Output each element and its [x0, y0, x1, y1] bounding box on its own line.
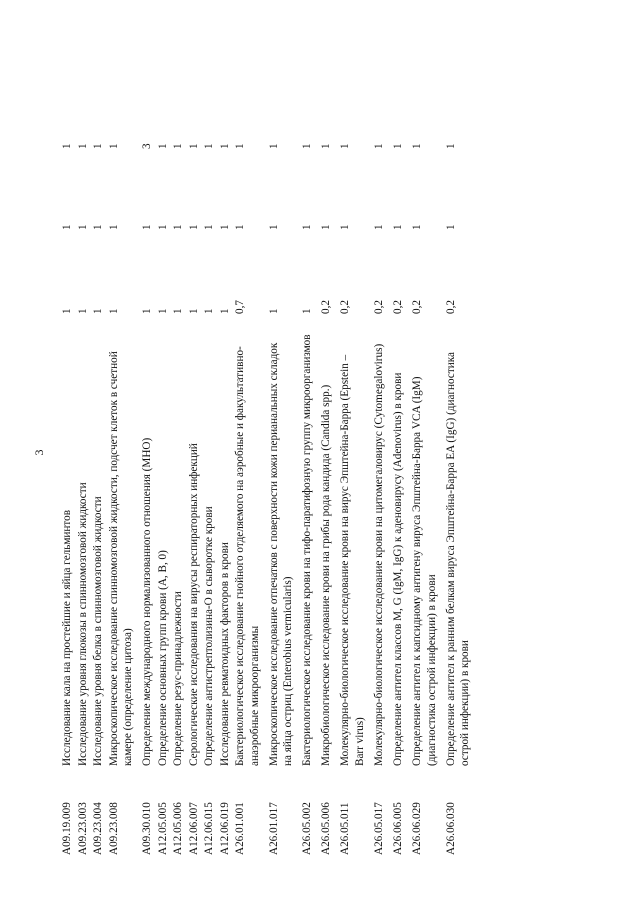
- service-name: Молекулярно-биологическое исследование крови на вирус Эпштейна-Барра (Epstein – Barr virus): [339, 354, 366, 766]
- table-row: [319, 55, 334, 855]
- service-code: A26.06.030: [444, 802, 457, 855]
- service-name: Определение резус-принадлежности: [172, 591, 185, 766]
- service-name: Исследование ревматоидных факторов в крови: [218, 542, 231, 766]
- table-row: [60, 55, 75, 855]
- value-column-3: 1: [444, 143, 457, 149]
- value-column-3: 1: [218, 143, 231, 149]
- value-column-1: 1: [203, 308, 216, 314]
- value-column-2: 1: [172, 224, 185, 230]
- value-column-2: 1: [267, 224, 280, 230]
- value-column-1: 1: [107, 308, 120, 314]
- table-row: [338, 55, 367, 855]
- value-column-2: 1: [411, 224, 424, 230]
- value-column-2: 1: [92, 224, 104, 230]
- value-column-1: 1: [301, 308, 314, 314]
- value-column-2: 1: [234, 224, 247, 230]
- value-column-1: 1: [61, 308, 73, 314]
- value-column-1: 0,2: [392, 300, 405, 314]
- table-row: [267, 55, 296, 855]
- value-column-1: 1: [267, 308, 280, 314]
- table-row: [76, 55, 91, 855]
- table-row: [233, 55, 262, 855]
- service-name: Молекулярно-биологическое исследование крови на цитомегаловирус (Cytomegalovirus): [373, 343, 386, 766]
- value-column-2: 1: [320, 224, 333, 230]
- table-row: [187, 55, 202, 855]
- value-column-1: 1: [156, 308, 169, 314]
- value-column-3: 1: [187, 143, 200, 149]
- value-column-2: 1: [373, 224, 386, 230]
- service-name: Определение антител классов M, G (IgM, IgG) к аденовирусу (Adenovirus) в крови: [392, 372, 405, 766]
- table-row: [156, 55, 171, 855]
- value-column-1: 0,2: [373, 300, 386, 314]
- service-code: A12.05.005: [156, 802, 169, 855]
- table-row: [300, 55, 315, 855]
- service-name: Исследование уровня глюкозы в спинномозговой жидкости: [76, 482, 89, 766]
- service-code: A26.05.006: [320, 802, 333, 855]
- value-column-1: 0,2: [339, 300, 352, 314]
- service-name: Определение антистрептолизина-O в сыворотке крови: [203, 506, 216, 766]
- value-column-2: 1: [444, 224, 457, 230]
- service-code: A26.06.005: [392, 802, 405, 855]
- service-code: A26.05.017: [373, 802, 386, 855]
- service-name: Определение основных групп крови (A, B, 0): [156, 550, 169, 766]
- table-row: [391, 55, 406, 855]
- value-column-3: 1: [156, 143, 169, 149]
- value-column-3: 1: [373, 143, 386, 149]
- value-column-3: 1: [107, 143, 120, 149]
- value-column-3: 1: [267, 143, 280, 149]
- service-code: A26.06.029: [411, 802, 424, 855]
- value-column-3: 1: [301, 143, 314, 149]
- service-name: Микроскопическое исследование спинномозговой жидкости, подсчет клеток в счетной камере (определение цитоза): [107, 351, 134, 766]
- value-column-1: 1: [76, 308, 89, 314]
- service-name: Определение антител к капсидному антигену вируса Эпштейна-Барра VCA (IgM) (диагностика острой инфекции) в крови: [411, 376, 438, 766]
- value-column-2: 1: [156, 224, 169, 230]
- value-column-2: 1: [218, 224, 231, 230]
- value-column-1: 1: [172, 308, 185, 314]
- value-column-2: 1: [339, 224, 352, 230]
- value-column-3: 1: [76, 143, 89, 149]
- value-column-3: 1: [203, 143, 216, 149]
- service-name: Микроскопическое исследование отпечатков с поверхности кожи перианальных складок на яйца остриц (Enterobius vermicularis): [267, 342, 295, 766]
- table-row: [218, 55, 233, 855]
- value-column-2: 1: [203, 224, 216, 230]
- service-code: A12.06.007: [187, 802, 200, 855]
- value-column-3: 1: [339, 143, 352, 149]
- table-row: [171, 55, 186, 855]
- services-table: [60, 55, 477, 855]
- value-column-3: 1: [320, 143, 333, 149]
- value-column-3: 1: [92, 143, 104, 149]
- table-row: [140, 55, 155, 855]
- service-name: Бактериологическое исследование гнойного отделяемого на аэробные и факультативно-анаэробные микроорганизмы: [234, 346, 261, 766]
- value-column-3: 1: [392, 143, 405, 149]
- service-code: A26.01.001: [234, 802, 247, 855]
- table-row: [202, 55, 217, 855]
- service-code: A12.06.019: [218, 802, 231, 855]
- service-code: A26.01.017: [267, 802, 280, 855]
- service-name: Определение антител к ранним белкам вируса Эпштейна-Барра EA (IgG) (диагностика острой инфекции) в крови: [444, 352, 472, 766]
- value-column-2: 1: [76, 224, 89, 230]
- value-column-2: 1: [301, 224, 314, 230]
- service-code: A26.05.002: [301, 802, 314, 855]
- value-column-1: 0,2: [444, 300, 457, 314]
- table-row: [444, 55, 473, 855]
- service-name: Определение международного нормализованного отношения (МНО): [141, 437, 154, 766]
- table-row: [91, 55, 106, 855]
- value-column-2: 1: [107, 224, 120, 230]
- value-column-1: 0,2: [320, 300, 333, 314]
- service-code: A12.05.006: [172, 802, 185, 855]
- table-row: [107, 55, 136, 855]
- value-column-1: 1: [187, 308, 200, 314]
- page-number: 3: [32, 449, 46, 456]
- value-column-1: 0,2: [411, 300, 424, 314]
- service-name: Исследование уровня белка в спинномозговой жидкости: [92, 496, 104, 766]
- value-column-1: 1: [92, 308, 104, 314]
- value-column-2: 1: [392, 224, 405, 230]
- service-name: Серологические исследования на вирусы респираторных инфекций: [187, 443, 200, 766]
- value-column-3: 3: [141, 143, 154, 149]
- service-name: Исследование кала на простейшие и яйца гельминтов: [61, 509, 73, 766]
- service-code: A09.23.003: [76, 802, 89, 855]
- service-code: A09.19.009: [61, 802, 73, 855]
- value-column-3: 1: [234, 143, 247, 149]
- value-column-3: 1: [411, 143, 424, 149]
- table-row: [372, 55, 387, 855]
- service-code: A09.23.008: [107, 802, 120, 855]
- service-code: A12.06.015: [203, 802, 216, 855]
- service-name: Микробиологическое исследование крови на грибы рода кандида (Candida spp.): [320, 384, 333, 766]
- service-code: A09.23.004: [92, 802, 104, 855]
- value-column-2: 1: [187, 224, 200, 230]
- value-column-1: 0,7: [234, 300, 247, 314]
- value-column-1: 1: [141, 308, 154, 314]
- service-code: A26.05.011: [339, 802, 352, 855]
- value-column-3: 1: [61, 143, 73, 149]
- value-column-2: 1: [61, 224, 73, 230]
- value-column-3: 1: [172, 143, 185, 149]
- service-name: Бактериологическое исследование крови на тифо-паратифозную группу микроорганизмов: [301, 334, 314, 766]
- service-code: A09.30.010: [141, 802, 154, 855]
- table-row: [410, 55, 439, 855]
- value-column-2: 1: [141, 224, 154, 230]
- value-column-1: 1: [218, 308, 231, 314]
